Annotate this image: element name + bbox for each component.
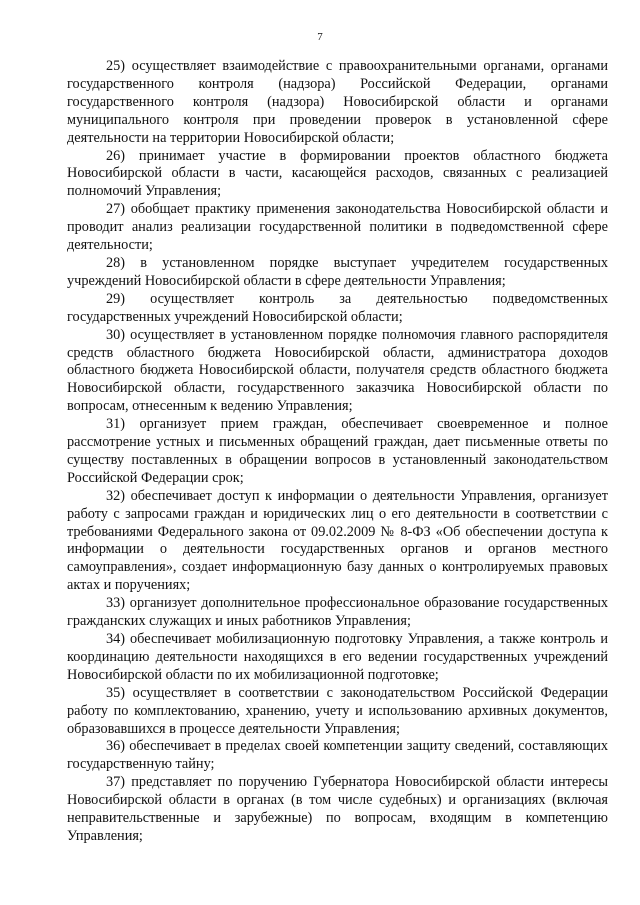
list-item-34 — [67, 631, 608, 685]
item-number: 29) — [106, 290, 126, 307]
item-number: 35) — [106, 684, 126, 701]
item-text: обеспечивает мобилизационную подготовку Управления, а также контроль и координацию деятельности находящихся в его ведении государственных учреждений Новосибирской области по их мобилизационной подготовке; — [67, 631, 608, 683]
list-item-27 — [67, 201, 608, 255]
item-text: организует прием граждан, обеспечивает своевременное и полное рассмотрение устных и письменных обращений граждан, дает письменные ответы по существу поставленных в обращении вопросов в установленный законодательством Российской Федерации срок; — [67, 416, 608, 486]
item-text: организует дополнительное профессиональное образование государственных гражданских служащих и иных работников Управления; — [67, 595, 608, 630]
list-item-30 — [67, 327, 608, 417]
item-text: осуществляет взаимодействие с правоохранительными органами, органами государственного контроля (надзора) Российской Федерации, органами государственного контроля (надзора) Новосибирской области и органами муниципального контроля при проведении проверок в установленной сфере деятельности на территории Новосибирской области; — [67, 58, 609, 146]
list-item-25 — [67, 58, 608, 148]
list-item-35 — [67, 685, 608, 739]
item-text: в установленном порядке выступает учредителем государственных учреждений Новосибирской области в сфере деятельности Управления; — [67, 254, 608, 289]
item-number: 27) — [106, 201, 126, 218]
item-number: 34) — [106, 631, 126, 647]
list-item-36 — [67, 738, 608, 774]
item-text: обобщает практику применения законодательства Новосибирской области и проводит анализ реализации государственной политики в подведомственной сфере деятельности; — [67, 201, 608, 254]
item-text: осуществляет в соответствии с законодательством Российской Федерации работу по комплектованию, хранению, учету и использованию архивных документов, образовавшихся в процессе деятельности Управления; — [67, 684, 608, 737]
item-number: 31) — [106, 416, 126, 433]
item-number: 28) — [106, 254, 126, 271]
item-number: 36) — [106, 738, 126, 755]
item-text: обеспечивает доступ к информации о деятельности Управления, организует работу с запросами граждан и юридических лиц о его деятельности в соответствии с требованиями Федерального закона от 09.02.2009 № 8-ФЗ «Об обеспечении доступа к информации о деятельности государственных органов и органов местного самоуправления», создает информационную базу данных о контролируемых правовых актах и поручениях; — [67, 487, 608, 594]
item-number: 33) — [106, 595, 126, 612]
item-text: осуществляет контроль за деятельностью подведомственных государственных учреждений Новосибирской области; — [67, 290, 609, 325]
item-number: 37) — [106, 774, 126, 791]
list-item-28 — [67, 255, 608, 291]
item-number: 26) — [106, 147, 126, 164]
item-text: осуществляет в установленном порядке полномочия главного распорядителя средств областного бюджета Новосибирской области, администратора доходов областного бюджета Новосибирской области, получателя средств областного бюджета Новосибирской области, государственного заказчика Новосибирской области по вопросам, отнесенным к ведению Управления; — [67, 326, 608, 415]
item-text: принимает участие в формировании проектов областного бюджета Новосибирской области в части, касающейся расходов, связанных с реализацией полномочий Управления; — [67, 147, 608, 200]
item-number: 25) — [106, 58, 126, 74]
list-item-33 — [67, 595, 608, 631]
list-item-31 — [67, 416, 608, 488]
list-item-37 — [67, 774, 608, 846]
item-text: представляет по поручению Губернатора Новосибирской области интересы Новосибирской области в органах (в том числе судебных) и организациях (включая неправительственные и зарубежные) по вопросам, входящим в компетенцию Управления; — [67, 774, 609, 844]
list-item-29 — [67, 291, 608, 327]
item-text: обеспечивает в пределах своей компетенции защиту сведений, составляющих государственную тайну; — [67, 738, 608, 773]
item-number: 32) — [106, 487, 126, 504]
list-item-32 — [67, 488, 608, 595]
list-item-26 — [67, 148, 608, 202]
item-number: 30) — [106, 326, 126, 343]
page-number: 7 — [317, 31, 323, 43]
document-body — [67, 58, 608, 846]
